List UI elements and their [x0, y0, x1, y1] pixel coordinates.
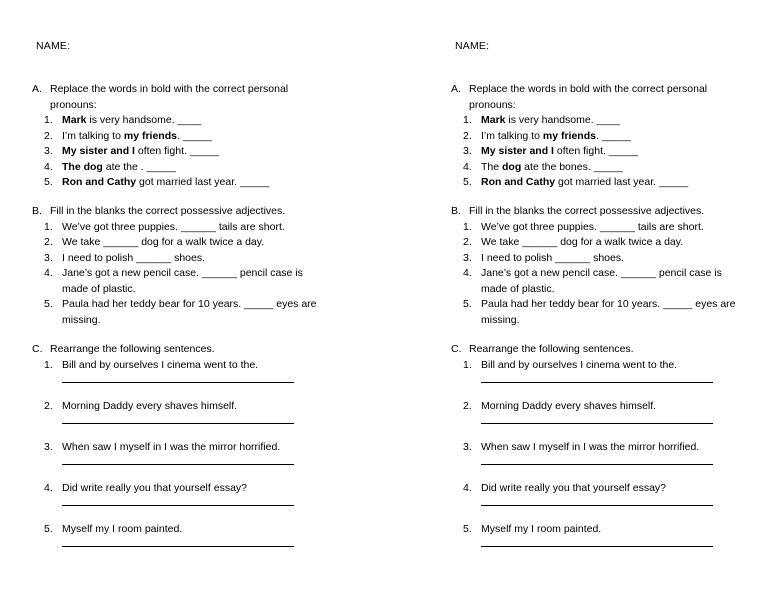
item-number: 4. [44, 481, 53, 494]
item-number: 1. [463, 358, 472, 371]
item-number: 1. [44, 114, 53, 126]
item-number: 2. [463, 399, 472, 412]
item-number: 5. [44, 522, 53, 535]
section-letter: C. [451, 343, 462, 355]
list-item [32, 399, 332, 425]
list-item [32, 522, 332, 548]
list-item [44, 144, 332, 160]
item-number: 3. [44, 145, 53, 157]
item-number: 5. [463, 298, 472, 310]
answer-line [481, 455, 713, 465]
item-number: 4. [463, 267, 472, 279]
list-item [463, 113, 751, 129]
list-item [463, 297, 751, 328]
bold-words: my friends [542, 129, 596, 142]
bold-words: My sister and I [481, 145, 554, 157]
item-text: Paula had her teddy bear for 10 years. _____ eyes are missing. [481, 298, 736, 326]
section-title: Fill in the blanks the correct possessive adjectives. [50, 205, 286, 217]
answer-line [481, 537, 713, 547]
item-text: We take ______ dog for a walk twice a day. [62, 236, 265, 248]
list-item [451, 358, 751, 384]
item-number: 1. [44, 358, 53, 371]
item-text [62, 144, 332, 160]
section-a [451, 82, 751, 191]
section-b [32, 204, 332, 328]
item-text: I need to polish ______ shoes. [62, 251, 206, 264]
item-text [481, 129, 751, 145]
item-number: 2. [463, 129, 472, 142]
list-item [451, 440, 751, 466]
item-number: 2. [463, 236, 472, 248]
item-rest: got married last year. _____ [555, 176, 689, 188]
item-number: 4. [463, 481, 472, 494]
item-text: We take ______ dog for a walk twice a day. [481, 236, 684, 248]
list-item [44, 220, 332, 236]
item-text: Did write really you that yourself essay? [481, 481, 666, 494]
answer-line [62, 496, 294, 506]
item-text: Jane’s got a new pencil case. ______ pencil case is made of plastic. [481, 267, 722, 295]
bold-words: Ron and Cathy [481, 176, 556, 188]
section-letter: A. [451, 83, 461, 95]
section-title: Replace the words in bold with the correct personal pronouns: [50, 83, 289, 111]
item-text [481, 175, 751, 191]
list-item [463, 129, 751, 145]
item-number: 5. [463, 522, 472, 535]
section-c [32, 342, 332, 563]
item-text: Morning Daddy every shaves himself. [62, 399, 238, 412]
section-letter: C. [32, 343, 43, 355]
item-number: 2. [44, 236, 53, 248]
item-number: 2. [44, 129, 53, 142]
item-number: 1. [463, 220, 472, 233]
item-text [481, 113, 751, 129]
section-title: Fill in the blanks the correct possessive adjectives. [469, 205, 705, 217]
list-item [44, 251, 332, 267]
list-item [44, 266, 332, 297]
list-item [44, 297, 332, 328]
answer-line [481, 373, 713, 383]
item-text: Myself my I room painted. [62, 522, 183, 535]
bold-words: The dog [62, 160, 103, 173]
item-number: 3. [44, 440, 53, 453]
bold-words: Mark [62, 114, 87, 126]
answer-line [481, 414, 713, 424]
list-item [32, 481, 332, 507]
item-text: Bill and by ourselves I cinema went to the. [481, 358, 678, 371]
item-text: Did write really you that yourself essay? [62, 481, 247, 494]
list-item [44, 113, 332, 129]
section-title: Rearrange the following sentences. [469, 343, 634, 355]
list-item [44, 235, 332, 251]
section-title: Rearrange the following sentences. [50, 343, 215, 355]
bold-words: my friends [123, 129, 177, 142]
item-text: Bill and by ourselves I cinema went to the. [62, 358, 259, 371]
item-number: 2. [44, 399, 53, 412]
list-item [32, 358, 332, 384]
item-rest: ate the bones. _____ [521, 160, 623, 173]
list-item [451, 522, 751, 548]
item-number: 5. [44, 298, 53, 310]
section-b [451, 204, 751, 328]
item-number: 1. [463, 114, 472, 126]
item-text: Morning Daddy every shaves himself. [481, 399, 657, 412]
item-rest: is very handsome. ____ [505, 114, 620, 126]
item-rest: ate the . _____ [102, 160, 176, 173]
item-number: 3. [463, 440, 472, 453]
section-title: Replace the words in bold with the correct personal pronouns: [469, 83, 708, 111]
list-item [44, 129, 332, 145]
item-text: We’ve got three puppies. ______ tails are short. [481, 220, 704, 233]
section-letter: B. [32, 205, 42, 217]
item-number: 5. [44, 176, 53, 188]
item-text [62, 160, 332, 176]
item-pre: The [481, 160, 503, 173]
item-rest: is very handsome. ____ [86, 114, 201, 126]
item-number: 5. [463, 176, 472, 188]
item-text: I need to polish ______ shoes. [481, 251, 625, 264]
item-number: 4. [44, 160, 53, 173]
list-item [44, 160, 332, 176]
section-c [451, 342, 751, 563]
list-item [463, 220, 751, 236]
item-text [62, 113, 332, 129]
list-item [463, 175, 751, 191]
section-letter: B. [451, 205, 461, 217]
item-text: When saw I myself in I was the mirror horrified. [62, 440, 281, 453]
bold-words: dog [502, 160, 522, 173]
bold-words: Mark [481, 114, 506, 126]
section-a [32, 82, 332, 191]
item-number: 3. [463, 251, 472, 264]
item-rest: . _____ [595, 129, 632, 142]
item-text: When saw I myself in I was the mirror horrified. [481, 440, 700, 453]
answer-line [481, 496, 713, 506]
answer-line [62, 537, 294, 547]
item-number: 4. [463, 160, 472, 173]
item-pre: I’m talking to [481, 129, 543, 142]
answer-line [62, 373, 294, 383]
item-pre: I’m talking to [62, 129, 124, 142]
item-rest: . _____ [176, 129, 213, 142]
item-number: 4. [44, 267, 53, 279]
list-item [451, 399, 751, 425]
item-text: Jane’s got a new pencil case. ______ pencil case is made of plastic. [62, 267, 303, 295]
list-item [44, 175, 332, 191]
item-text: Myself my I room painted. [481, 522, 602, 535]
bold-words: Ron and Cathy [62, 176, 137, 188]
answer-line [62, 455, 294, 465]
list-item [32, 440, 332, 466]
bold-words: My sister and I [62, 145, 135, 157]
item-rest: got married last year. _____ [136, 176, 270, 188]
name-label: NAME: [36, 40, 71, 52]
item-text [481, 144, 751, 160]
answer-line [62, 414, 294, 424]
item-text [481, 160, 751, 176]
item-text: We’ve got three puppies. ______ tails are short. [62, 220, 285, 233]
list-item [451, 481, 751, 507]
list-item [463, 251, 751, 267]
section-letter: A. [32, 83, 42, 95]
list-item [463, 266, 751, 297]
item-text [62, 129, 332, 145]
item-rest: often fight. _____ [134, 145, 220, 157]
list-item [463, 160, 751, 176]
item-text: Paula had her teddy bear for 10 years. _____ eyes are missing. [62, 298, 317, 326]
item-text [62, 175, 332, 191]
name-label: NAME: [455, 40, 490, 52]
list-item [463, 235, 751, 251]
item-number: 3. [44, 251, 53, 264]
item-number: 3. [463, 145, 472, 157]
item-number: 1. [44, 220, 53, 233]
list-item [463, 144, 751, 160]
item-rest: often fight. _____ [553, 145, 639, 157]
